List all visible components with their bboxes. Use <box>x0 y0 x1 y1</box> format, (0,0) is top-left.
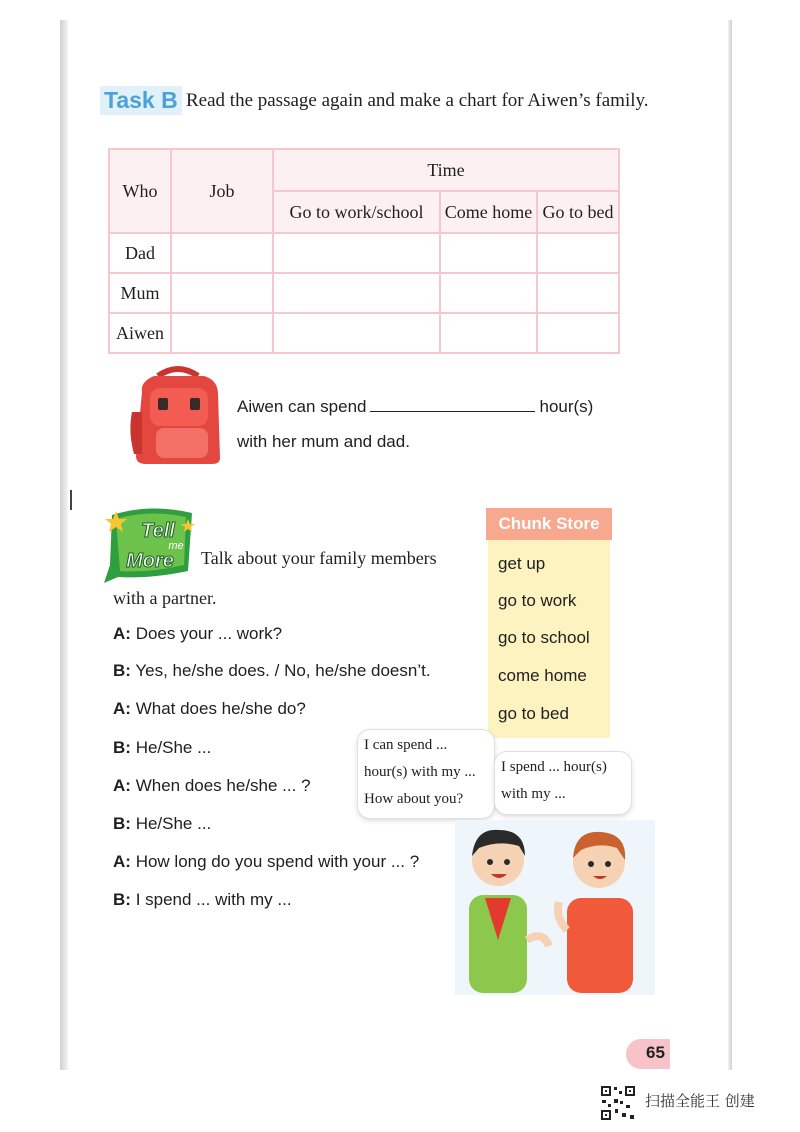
spend-sentence-line1 <box>237 396 593 417</box>
chunk-store-title: Chunk Store <box>486 508 612 540</box>
time-cell[interactable] <box>537 313 619 353</box>
tell-me-more-instruction-cont: with a partner. <box>113 588 217 608</box>
bubble-line: I spend ... hour(s) <box>501 759 607 775</box>
dialogue-text: When does he/she ... ? <box>135 776 311 795</box>
speaker-label: A: <box>113 852 131 871</box>
dialogue-line <box>113 852 419 872</box>
time-cell[interactable] <box>273 233 440 273</box>
dialogue-text: He/She ... <box>135 814 212 833</box>
header-come-home: Come home <box>440 191 537 233</box>
two-boys-talking-illustration <box>455 790 655 995</box>
table-row <box>109 233 619 273</box>
spend-sentence-unit: hour(s) <box>539 397 594 416</box>
dialogue-text: What does he/she do? <box>135 699 306 718</box>
tell-me-more-instruction: Talk about your family members <box>201 548 437 568</box>
family-chart-table <box>108 148 620 354</box>
header-time: Time <box>273 149 619 191</box>
page-number: 65 <box>646 1043 665 1062</box>
row-label: Aiwen <box>109 313 171 353</box>
bubble-line: with my ... <box>501 786 566 802</box>
speaker-label: B: <box>113 738 131 757</box>
chunk-item: go to bed <box>498 704 569 723</box>
qr-code-icon <box>600 1085 636 1121</box>
time-cell[interactable] <box>440 313 537 353</box>
spend-sentence-start: Aiwen can spend <box>237 397 367 416</box>
header-go-to-bed: Go to bed <box>537 191 619 233</box>
page-binding-shadow <box>60 20 68 1070</box>
badge-me: me <box>168 540 184 552</box>
row-label: Mum <box>109 273 171 313</box>
row-label: Dad <box>109 233 171 273</box>
dialogue-line <box>113 699 306 719</box>
time-cell[interactable] <box>440 273 537 313</box>
header-who: Who <box>109 149 171 233</box>
dialogue-line <box>113 624 282 644</box>
dialogue-line <box>113 661 431 681</box>
chunk-item: get up <box>498 554 546 573</box>
dialogue-line <box>113 814 211 834</box>
job-cell[interactable] <box>171 313 273 353</box>
tell-me-more-badge <box>104 505 198 583</box>
badge-more: More <box>126 550 174 572</box>
spend-sentence-line2: with her mum and dad. <box>237 432 410 451</box>
speaker-label: B: <box>113 814 131 833</box>
bubble-line: I can spend ... <box>364 737 448 753</box>
task-b-instruction: Read the passage again and make a chart for Aiwen’s family. <box>186 90 649 111</box>
speaker-label: B: <box>113 890 131 909</box>
job-cell[interactable] <box>171 273 273 313</box>
speaker-label: A: <box>113 776 131 795</box>
dialogue-text: How long do you spend with your ... ? <box>135 852 420 871</box>
dialogue-line <box>113 776 311 796</box>
dialogue-text: Does your ... work? <box>135 624 283 643</box>
bubble-line: How about you? <box>364 791 464 807</box>
dialogue-text: He/She ... <box>135 738 212 757</box>
dialogue-line <box>113 890 292 910</box>
chunk-item: go to work <box>498 591 577 610</box>
chunk-item: go to school <box>498 628 590 647</box>
time-cell[interactable] <box>440 233 537 273</box>
header-go-to-work: Go to work/school <box>273 191 440 233</box>
page-edge-shadow <box>728 20 732 1070</box>
bubble-line: hour(s) with my ... <box>364 764 476 780</box>
time-cell[interactable] <box>273 273 440 313</box>
time-cell[interactable] <box>537 233 619 273</box>
job-cell[interactable] <box>171 233 273 273</box>
binding-mark <box>70 490 72 510</box>
dialogue-line <box>113 738 211 758</box>
scanner-watermark-text: 扫描全能王 创建 <box>645 1092 755 1110</box>
time-cell[interactable] <box>273 313 440 353</box>
speaker-label: B: <box>113 661 131 680</box>
badge-tell: Tell <box>141 520 175 542</box>
answer-blank[interactable] <box>370 396 535 412</box>
dialogue-text: I spend ... with my ... <box>135 890 292 909</box>
backpack-icon <box>128 362 228 466</box>
time-cell[interactable] <box>537 273 619 313</box>
table-row <box>109 313 619 353</box>
header-job: Job <box>171 149 273 233</box>
dialogue-text: Yes, he/she does. / No, he/she doesn’t. <box>135 661 431 680</box>
speaker-label: A: <box>113 699 131 718</box>
speaker-label: A: <box>113 624 131 643</box>
task-b-label: Task B <box>100 86 182 115</box>
table-row <box>109 273 619 313</box>
chunk-item: come home <box>498 666 587 685</box>
